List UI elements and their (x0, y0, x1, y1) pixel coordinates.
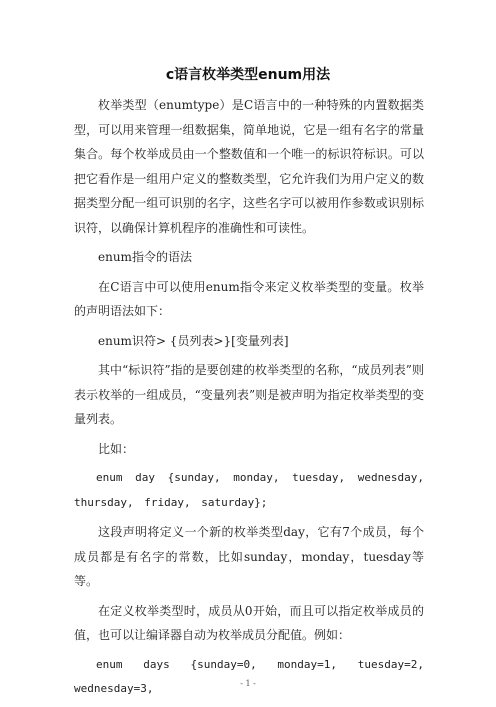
paragraph-syntax-intro: 在C语言中可以使用enum指令来定义枚举类型的变量。枚举的声明语法如下： (74, 279, 424, 318)
document-title: c语言枚举类型enum用法 (165, 67, 331, 83)
paragraph-example-explanation: 这段声明将定义一个新的枚举类型day，它有7个成员，每个成员都是有名字的常数，比如sunday，monday，tuesday等等。 (74, 525, 424, 588)
page-number: - 1 - (240, 679, 256, 688)
code-example-days: enum days {sunday=0, monday=1, tuesday=2, wednesday=3, (74, 657, 424, 695)
paragraph-value-assignment: 在定义枚举类型时，成员从0开始，而且可以指定枚举成员的值，也可以让编译器自动为枚举成员分配值。例如： (74, 603, 424, 642)
paragraph-syntax-explanation: 其中“标识符”指的是要创建的枚举类型的名称，“成员列表”则表示枚举的一组成员，“变量列表”则是被声明为指定枚举类型的变量列表。 (74, 363, 424, 426)
code-example-day: enum day {sunday, monday, tuesday, wednesday, thursday, friday, saturday}; (74, 471, 424, 509)
paragraph-intro: 枚举类型（enumtype）是C语言中的一种特殊的内置数据类型，可以用来管理一组数据集，简单地说，它是一组有名字的常量集合。每个枚举成员由一个整数值和一个唯一的标识符标识。可以把它看作是一组用户定义的整数类型，它允许我们为用户定义的数据类型分配一组可识别的名字，这些名字可以被用作参数或识别标识符，以确保计算机程序的准确性和可读性。 (74, 98, 424, 235)
paragraph-syntax-form: enum识符> {员列表>}[变量列表] (98, 333, 289, 348)
document-body (74, 93, 424, 707)
paragraph-example-label: 比如： (98, 441, 135, 456)
paragraph-syntax-heading: enum指令的语法 (98, 250, 192, 264)
